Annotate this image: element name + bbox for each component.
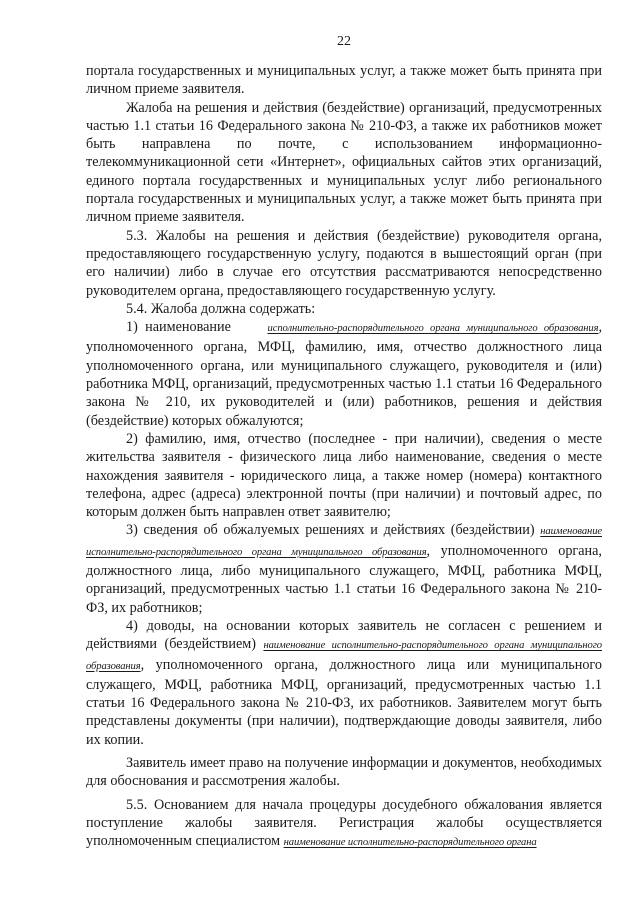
paragraph-5-5: [86, 796, 602, 853]
list-item-3: [86, 521, 602, 616]
list-item-1-rest: , уполномоченного органа, МФЦ, фамилию, имя, отчество должностного лица уполномоченного органа, или муниципального служащего, руководителя и (или) работника МФЦ, организаций, предусмотренных частью 1.1 статьи 16 Федерального закона № 210, их руководителей и (или) работников, решения и действия (бездействие) которых обжалуются;: [86, 319, 602, 429]
list-item-4-rest: , уполномоченного органа, должностного лица или муниципального служащего, МФЦ, работника МФЦ, организаций, предусмотренных частью 1.1 статьи 16 Федерального закона № 210-ФЗ, их работников. Заявителем могут быть представлены документы (при наличии), подтверждающие доводы заявителя, либо их копии.: [86, 656, 602, 748]
placeholder-authority-name: исполнительно-распорядительного органа муниципального образования: [267, 323, 599, 335]
list-item-4-start: 4) доводы, на основании которых заявитель не согласен с решением и действиями (бездействием): [86, 617, 602, 653]
list-item-4: [86, 617, 602, 749]
placeholder-authority-name: наименование исполнительно-распорядительного органа: [283, 837, 537, 849]
list-item-2: 2) фамилию, имя, отчество (последнее - при наличии), сведения о месте жительства заявителя - физического лица либо наименование, сведения о месте нахождения заявителя - юридического лица, а также номер (номера) контактного телефона, адрес (адреса) электронной почты (при наличии) и почтовый адрес, по которым должен быть направлен ответ заявителю;: [86, 430, 602, 521]
paragraph-5-3: 5.3. Жалобы на решения и действия (бездействие) руководителя органа, предоставляющего государственную услугу, подаются в вышестоящий орган (при его наличии) либо в случае его отсутствия рассматриваются непосредственно руководителем органа, предоставляющего государственную услугу.: [86, 227, 602, 299]
document-body: [86, 62, 602, 852]
paragraph-applicant-rights: Заявитель имеет право на получение информации и документов, необходимых для обоснования и рассмотрения жалобы.: [86, 754, 602, 790]
list-item-3-rest: , уполномоченного органа, должностного лица, либо муниципального служащего, МФЦ, работника МФЦ, организаций, предусмотренных частью 1.1 статьи 16 Федерального закона № 210-ФЗ, их работников;: [86, 542, 602, 616]
paragraph-portal-continuation: портала государственных и муниципальных услуг, а также может быть принята при личном приеме заявителя.: [86, 63, 602, 98]
list-item-1: [86, 318, 602, 430]
paragraph-complaint-organizations: Жалоба на решения и действия (бездействие) организаций, предусмотренных частью 1.1 статьи 16 Федерального закона № 210-ФЗ, а также их работников может быть направлена по почте, с использованием информационно-телекоммуникационной сети «Интернет», официальных сайтов этих организаций, единого портала государственных и муниципальных услуг либо регионального портала государственных и муниципальных услуг, а также может быть принята при личном приеме заявителя.: [86, 99, 602, 226]
list-item-3-start: 3) сведения об обжалуемых решениях и действиях (бездействии): [126, 522, 535, 539]
placeholder-authority-name: наименование исполнительно-распорядительного органа муниципального образования: [86, 640, 602, 672]
paragraph-5-5-text: 5.5. Основанием для начала процедуры досудебного обжалования является поступление жалобы заявителя. Регистрация жалобы осуществляется уполномоченным специалистом: [86, 796, 602, 850]
paragraph-5-4: 5.4. Жалоба должна содержать:: [126, 300, 316, 317]
list-item-1-start: 1) наименование: [126, 319, 231, 336]
placeholder-authority-name: наименование исполнительно-распорядительного органа муниципального образования: [86, 526, 602, 558]
page-number: 22: [337, 34, 351, 49]
